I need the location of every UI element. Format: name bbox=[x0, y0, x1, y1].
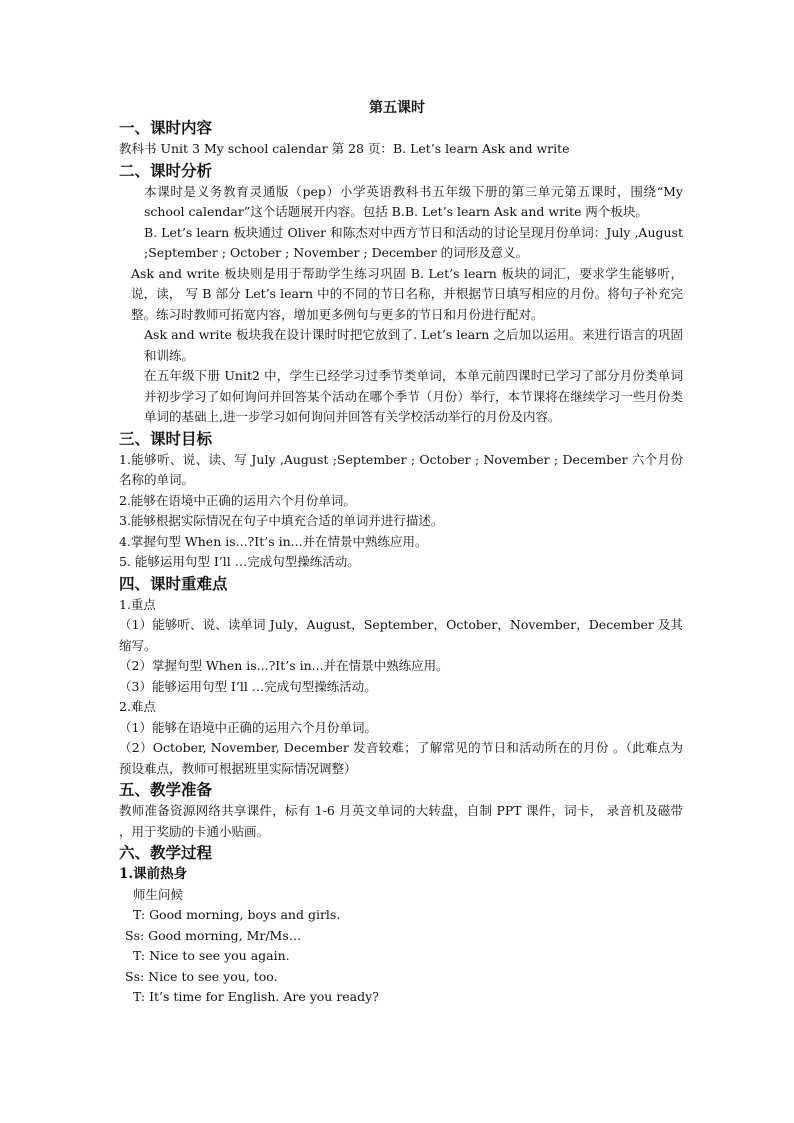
analysis-paragraph-1: 本课时是义务教育灵通版（pep）小学英语教科书五年级下册的第三单元第五课时，围绕“My school calendar”这个话题展开内容。包括 B.B. Let’s learn Ask and write 两个板块。 bbox=[144, 183, 683, 219]
dialogue-line: T: Good morning, boys and girls. bbox=[133, 907, 341, 922]
dialogue-line: Ss: Nice to see you, too. bbox=[125, 968, 278, 984]
section-heading-content: 一、课时内容 bbox=[119, 118, 213, 137]
greeting-label: 师生问候 bbox=[133, 886, 184, 902]
key-point-item: （1）能够听、说、读单词 July，August，September，October，November，December 及其缩写。 bbox=[119, 617, 683, 653]
document-body bbox=[119, 117, 683, 1008]
goal-item: 1.能够听、说、读、写 July ,August ;September ; October ; November ; December 六个月份名称的单词。 bbox=[119, 451, 683, 487]
preparation-text: 教师准备资源网络共享课件，标有 1-6 月英文单词的大转盘，自制 PPT 课件，词卡， 录音机及磁带 ，用于奖励的卡通小贴画。 bbox=[119, 803, 683, 839]
process-subheading-warmup: 1.课前热身 bbox=[119, 866, 188, 882]
analysis-paragraph-4: Ask and write 板块我在设计课时时把它放到了. Let’s learn 之后加以运用。来进行语言的巩固和训练。 bbox=[144, 327, 683, 363]
difficult-points-label: 2.难点 bbox=[119, 699, 156, 714]
key-points-label: 1.重点 bbox=[119, 596, 156, 612]
dialogue-line: Ss: Good morning, Mr/Ms… bbox=[125, 927, 302, 943]
analysis-paragraph-3: Ask and write 板块则是用于帮助学生练习巩固 B. Let’s learn 板块的词汇，要求学生能够听，说，读， 写 B 部分 Let’s learn 中的不同的节日名称，并根据节日填写相应的月份。将句子补充完整。练习时教师可拓宽内容，增加更多例句与更多的节日和月份进行配对。 bbox=[131, 265, 683, 322]
dialogue-line: T: Nice to see you again. bbox=[133, 948, 290, 963]
difficult-point-item: （2）October, November, December 发音较难；了解常见的节日和活动所在的月份 。（此难点为预设难点，教师可根据班里实际情况调整） bbox=[119, 740, 683, 776]
goal-item: 3.能够根据实际情况在句子中填充合适的单词并进行描述。 bbox=[119, 513, 444, 528]
goal-item: 5. 能够运用句型 I’ll …完成句型操练活动。 bbox=[119, 554, 360, 569]
page-title: 第五课时 bbox=[369, 100, 425, 116]
lesson-content-text: 教科书 Unit 3 My school calendar 第 28 页：B. Let’s learn Ask and write bbox=[119, 141, 570, 156]
section-heading-goals: 三、课时目标 bbox=[119, 428, 213, 448]
section-heading-process: 六、教学过程 bbox=[119, 843, 213, 862]
section-heading-preparation: 五、教学准备 bbox=[119, 780, 213, 799]
key-point-item: （3）能够运用句型 I’ll …完成句型操练活动。 bbox=[119, 678, 377, 694]
key-point-item: （2）掌握句型 When is...?It’s in...并在情景中熟练应用。 bbox=[119, 658, 449, 673]
goal-item: 4.掌握句型 When is...?It’s in...并在情景中熟练应用。 bbox=[119, 533, 428, 549]
difficult-point-item: （1）能够在语境中正确的运用六个月份单词。 bbox=[119, 719, 377, 735]
analysis-paragraph-5: 在五年级下册 Unit2 中，学生已经学习过季节类单词，本单元前四课时已学习了部分月份类单词并初步学习了如何询问并回答某个活动在哪个季节（月份）举行，本节课将在继续学习一些月份类单词的基础上,进一步学习如何询问并回答有关学校活动举行的月份及内容。 bbox=[144, 368, 683, 424]
analysis-paragraph-2: B. Let’s learn 板块通过 Oliver 和陈杰对中西方节日和活动的讨论呈现月份单词：July ,August ;September ; October ; November ; December 的词形及意义。 bbox=[144, 224, 683, 260]
section-heading-key-points: 四、课时重难点 bbox=[119, 573, 228, 593]
goal-item: 2.能够在语境中正确的运用六个月份单词。 bbox=[119, 492, 356, 508]
dialogue-line: T: It’s time for English. Are you ready? bbox=[133, 989, 379, 1004]
section-heading-analysis: 二、课时分析 bbox=[119, 160, 213, 180]
